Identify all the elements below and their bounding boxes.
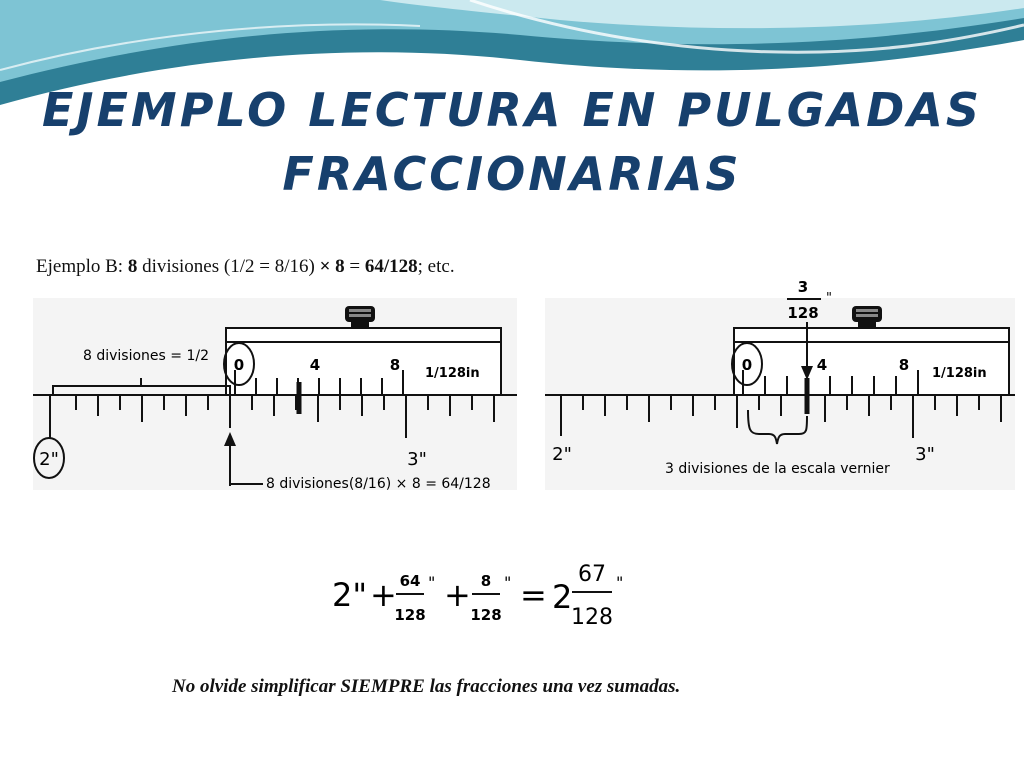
example-result: 64/128 (364, 256, 418, 277)
example-text (36, 256, 455, 278)
formula-f2-numerator: 8 (480, 572, 492, 590)
title-line-2: FRACCIONARIAS (282, 147, 742, 201)
formula-plus-1: + (370, 576, 397, 614)
formula-quote-1: " (428, 573, 436, 592)
main-label-2: 2" (39, 449, 59, 470)
example-prefix: Ejemplo B: (36, 256, 128, 277)
vernier-unit: 1/128in (932, 366, 987, 381)
left-label-top: 8 divisiones = 1/2 (83, 348, 209, 364)
right-vernier-diagram (545, 280, 1015, 490)
vernier-label-4: 4 (816, 356, 828, 374)
formula-equals: = (520, 576, 547, 614)
vernier-label-0: 0 (233, 356, 245, 374)
vernier-unit: 1/128in (425, 366, 480, 381)
left-vernier-diagram (33, 298, 517, 490)
example-suffix: ; etc. (417, 256, 455, 277)
formula-f1-numerator: 64 (399, 572, 421, 590)
fraction-inch-mark: " (826, 291, 832, 306)
formula-term-2in: 2" (332, 576, 368, 614)
fraction-numerator: 3 (797, 280, 809, 296)
example-equals: = (344, 256, 365, 277)
example-middle: divisiones (1/2 = 8/16) (137, 256, 320, 277)
left-label-bottom: 8 divisiones(8/16) × 8 = 64/128 (266, 476, 491, 490)
formula-plus-2: + (444, 576, 471, 614)
main-label-3: 3" (407, 449, 427, 470)
vernier-label-4: 4 (309, 356, 321, 374)
example-divisions: 8 (127, 256, 138, 277)
vernier-label-0: 0 (741, 356, 753, 374)
main-label-3: 3" (915, 444, 935, 465)
formula-f3-numerator: 67 (578, 562, 606, 587)
formula-quote-2: " (504, 573, 512, 592)
formula-f3-denominator: 128 (571, 605, 613, 630)
fraction-denominator: 128 (787, 304, 819, 322)
vernier-label-8: 8 (898, 356, 910, 374)
formula-f2-denominator: 128 (470, 606, 502, 624)
example-times: × 8 (319, 256, 345, 277)
reminder-note: No olvide simplificar SIEMPRE las fracciones una vez sumadas. (172, 676, 681, 697)
right-label-bottom: 3 divisiones de la escala vernier (665, 461, 890, 477)
slide-title (0, 78, 1024, 206)
formula-quote-3: " (616, 573, 624, 592)
main-label-2: 2" (552, 444, 572, 465)
formula-whole: 2 (552, 578, 573, 616)
title-line-1: EJEMPLO LECTURA EN PULGADAS (41, 83, 983, 137)
sum-formula (320, 548, 650, 638)
formula-f1-denominator: 128 (394, 606, 426, 624)
vernier-label-8: 8 (389, 356, 401, 374)
